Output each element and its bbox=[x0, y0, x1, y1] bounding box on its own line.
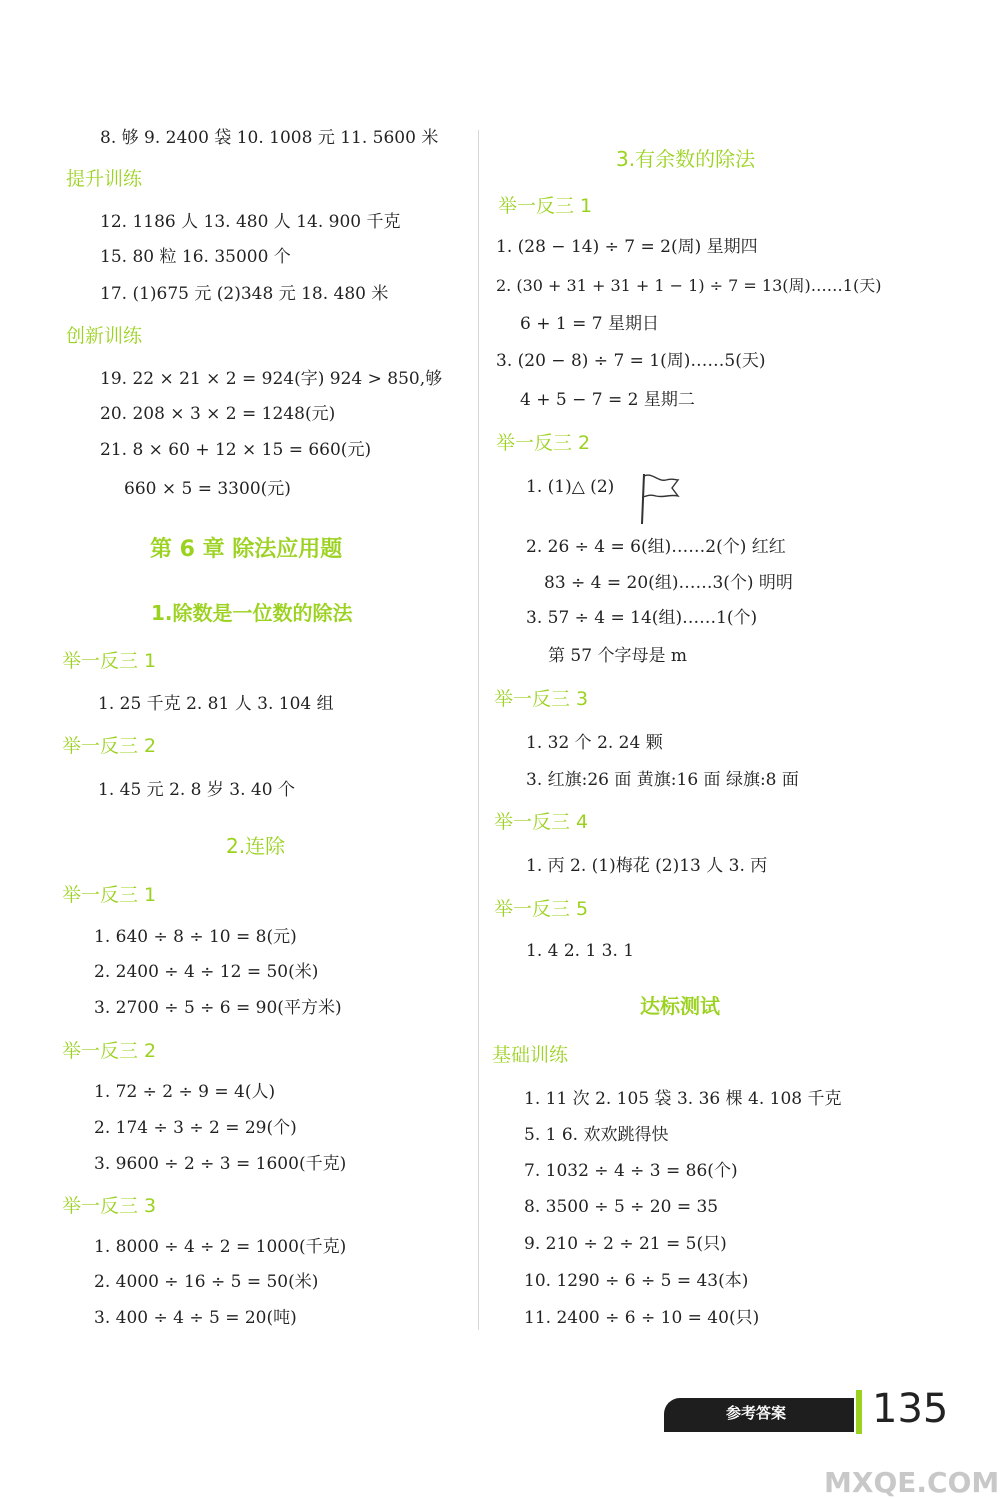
chapter-title: 第 6 章 除法应用题 bbox=[150, 537, 343, 562]
flag-icon bbox=[638, 470, 682, 526]
answer-line: 21. 8 × 60 + 12 × 15 = 660(元) bbox=[100, 440, 372, 460]
section-heading: 举一反三 1 bbox=[498, 195, 593, 217]
answer-line: 3. (20 − 8) ÷ 7 = 1(周)……5(天) bbox=[496, 351, 766, 371]
answer-line: 2. 4000 ÷ 16 ÷ 5 = 50(米) bbox=[94, 1272, 319, 1292]
answer-line: 2. (30 + 31 + 31 + 1 − 1) ÷ 7 = 13(周)……1(天) bbox=[496, 276, 882, 295]
section-heading: 创新训练 bbox=[66, 325, 143, 347]
section-heading: 举一反三 1 bbox=[62, 884, 157, 906]
answer-line: 2. 2400 ÷ 4 ÷ 12 = 50(米) bbox=[94, 962, 319, 982]
answer-line: 1. 72 ÷ 2 ÷ 9 = 4(人) bbox=[94, 1082, 276, 1102]
section-title: 达标测试 bbox=[640, 994, 720, 1018]
answer-line: 8. 够 9. 2400 袋 10. 1008 元 11. 5600 米 bbox=[100, 128, 439, 148]
answer-line: 2. 26 ÷ 4 = 6(组)……2(个) 红红 bbox=[526, 537, 786, 557]
answer-line: 5. 1 6. 欢欢跳得快 bbox=[524, 1125, 669, 1145]
answer-line: 3. 红旗:26 面 黄旗:16 面 绿旗:8 面 bbox=[526, 770, 799, 790]
section-heading: 提升训练 bbox=[66, 168, 143, 190]
answer-line: 1. 8000 ÷ 4 ÷ 2 = 1000(千克) bbox=[94, 1237, 347, 1257]
section-heading: 举一反三 2 bbox=[62, 735, 157, 757]
answer-line: 1. (1)△ (2) bbox=[526, 477, 615, 497]
section-heading: 基础训练 bbox=[492, 1044, 569, 1066]
answer-line: 1. 640 ÷ 8 ÷ 10 = 8(元) bbox=[94, 927, 297, 947]
answer-line: 8. 3500 ÷ 5 ÷ 20 = 35 bbox=[524, 1197, 719, 1217]
answer-line: 1. 25 千克 2. 81 人 3. 104 组 bbox=[98, 694, 334, 714]
answer-line: 1. 11 次 2. 105 袋 3. 36 棵 4. 108 千克 bbox=[524, 1089, 842, 1109]
answer-line: 1. 丙 2. (1)梅花 (2)13 人 3. 丙 bbox=[526, 856, 768, 876]
answer-line: 11. 2400 ÷ 6 ÷ 10 = 40(只) bbox=[524, 1308, 760, 1328]
answer-line: 15. 80 粒 16. 35000 个 bbox=[100, 247, 291, 267]
answer-line: 12. 1186 人 13. 480 人 14. 900 千克 bbox=[100, 212, 401, 232]
section-heading: 举一反三 3 bbox=[494, 688, 589, 710]
section-heading: 举一反三 1 bbox=[62, 650, 157, 672]
answer-line: 第 57 个字母是 m bbox=[548, 646, 687, 666]
page-number: 135 bbox=[872, 1386, 949, 1432]
answer-line: 3. 2700 ÷ 5 ÷ 6 = 90(平方米) bbox=[94, 998, 342, 1018]
answer-line: 1. 45 元 2. 8 岁 3. 40 个 bbox=[98, 780, 295, 800]
answer-line: 660 × 5 = 3300(元) bbox=[124, 479, 291, 499]
answer-line: 6 + 1 = 7 星期日 bbox=[520, 314, 659, 334]
answer-line: 83 ÷ 4 = 20(组)……3(个) 明明 bbox=[544, 573, 793, 593]
footer-label: 参考答案 bbox=[726, 1404, 787, 1422]
section-heading: 举一反三 3 bbox=[62, 1195, 157, 1217]
answer-line: 10. 1290 ÷ 6 ÷ 5 = 43(本) bbox=[524, 1271, 749, 1291]
section-heading: 举一反三 4 bbox=[494, 811, 589, 833]
watermark-url: MXQE.COM bbox=[824, 1466, 1000, 1499]
answer-line: 7. 1032 ÷ 4 ÷ 3 = 86(个) bbox=[524, 1161, 738, 1181]
column-divider bbox=[478, 130, 479, 1330]
answer-line: 19. 22 × 21 × 2 = 924(字) 924 > 850,够 bbox=[100, 369, 443, 389]
answer-line: 20. 208 × 3 × 2 = 1248(元) bbox=[100, 404, 336, 424]
answer-line: 1. (28 − 14) ÷ 7 = 2(周) 星期四 bbox=[496, 237, 758, 257]
section-title: 1.除数是一位数的除法 bbox=[151, 601, 353, 625]
section-title: 3.有余数的除法 bbox=[616, 147, 756, 171]
answer-line: 9. 210 ÷ 2 ÷ 21 = 5(只) bbox=[524, 1234, 727, 1254]
answer-line: 1. 32 个 2. 24 颗 bbox=[526, 733, 663, 753]
watermark bbox=[824, 1410, 1000, 1497]
section-title: 2.连除 bbox=[226, 834, 286, 858]
answer-line: 2. 174 ÷ 3 ÷ 2 = 29(个) bbox=[94, 1118, 297, 1138]
section-heading: 举一反三 2 bbox=[496, 432, 591, 454]
answer-line: 17. (1)675 元 (2)348 元 18. 480 米 bbox=[100, 284, 389, 304]
section-heading: 举一反三 2 bbox=[62, 1040, 157, 1062]
section-heading: 举一反三 5 bbox=[494, 898, 589, 920]
answer-line: 4 + 5 − 7 = 2 星期二 bbox=[520, 390, 695, 410]
answer-line: 1. 4 2. 1 3. 1 bbox=[526, 941, 635, 961]
answer-line: 3. 9600 ÷ 2 ÷ 3 = 1600(千克) bbox=[94, 1154, 347, 1174]
answer-line: 3. 57 ÷ 4 = 14(组)……1(个) bbox=[526, 608, 758, 628]
answer-line: 3. 400 ÷ 4 ÷ 5 = 20(吨) bbox=[94, 1308, 297, 1328]
